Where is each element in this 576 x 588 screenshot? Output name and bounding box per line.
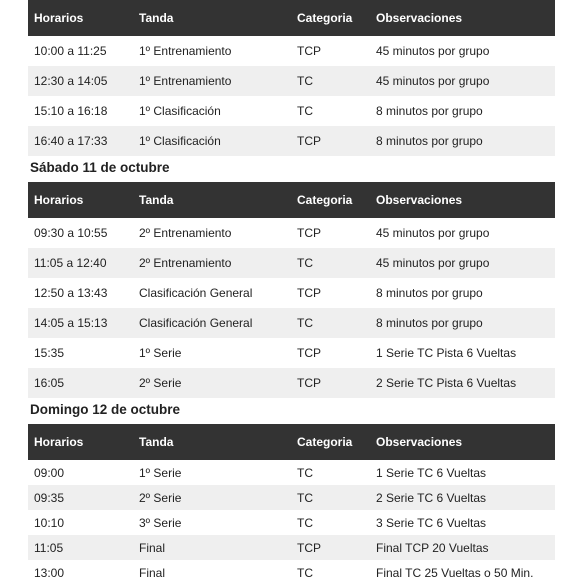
- cell-tanda: 1º Entrenamiento: [133, 66, 291, 96]
- cell-observaciones: Final TCP 20 Vueltas: [370, 535, 555, 560]
- header-tanda: Tanda: [133, 182, 291, 218]
- cell-categoria: TCP: [291, 535, 370, 560]
- cell-observaciones: 8 minutos por grupo: [370, 126, 555, 156]
- table-row: [28, 96, 555, 126]
- cell-categoria: TCP: [297, 346, 321, 360]
- cell-observaciones: 2 Serie TC 6 Vueltas: [370, 485, 555, 510]
- cell-tanda: 2º Serie: [133, 368, 291, 398]
- header-tanda: Tanda: [133, 424, 291, 460]
- cell-tanda: 1º Entrenamiento: [139, 44, 232, 58]
- cell-categoria: TC: [291, 308, 370, 338]
- cell-tanda: Final: [139, 565, 166, 580]
- table-row: [28, 485, 555, 510]
- cell-categoria: TCP: [297, 44, 321, 58]
- day-heading-sunday: Domingo 12 de octubre: [30, 402, 181, 417]
- table-header-row: [28, 182, 555, 218]
- table-row: [28, 560, 555, 585]
- cell-horario: 10:00 a 11:25: [34, 44, 107, 58]
- cell-horario: 12:30 a 14:05: [28, 66, 133, 96]
- table-row: [28, 126, 555, 156]
- cell-horario: 16:05: [28, 368, 133, 398]
- header-observaciones: Observaciones: [370, 0, 555, 36]
- header-categoria: Categoria: [291, 182, 370, 218]
- schedule-table-friday: [28, 0, 555, 156]
- cell-tanda: Clasificación General: [133, 308, 291, 338]
- header-observaciones: Observaciones: [370, 424, 555, 460]
- table-row: [28, 278, 555, 308]
- cell-observaciones: Final TC 25 Vueltas o 50 Min.: [376, 565, 534, 580]
- day-heading-saturday: Sábado 11 de octubre: [30, 160, 170, 175]
- cell-tanda: 2º Entrenamiento: [133, 248, 291, 278]
- cell-observaciones: 45 minutos por grupo: [370, 66, 555, 96]
- cell-horario: 15:10 a 16:18: [34, 104, 108, 118]
- cell-observaciones: 1 Serie TC 6 Vueltas: [376, 465, 487, 480]
- cell-observaciones: 45 minutos por grupo: [376, 226, 490, 240]
- cell-tanda: 1º Clasificación: [133, 126, 291, 156]
- cell-categoria: TC: [297, 465, 313, 480]
- cell-observaciones: 1 Serie TC Pista 6 Vueltas: [376, 346, 517, 360]
- cell-horario: 11:05 a 12:40: [28, 248, 133, 278]
- cell-categoria: TCP: [291, 368, 370, 398]
- table-row: [28, 368, 555, 398]
- cell-categoria: TC: [297, 104, 313, 118]
- table-row: [28, 66, 555, 96]
- table-row: [28, 218, 555, 248]
- cell-categoria: TC: [291, 485, 370, 510]
- table-row: [28, 338, 555, 368]
- cell-tanda: Final: [133, 535, 291, 560]
- cell-horario: 10:10: [34, 515, 65, 530]
- cell-observaciones: 45 minutos por grupo: [376, 44, 490, 58]
- cell-categoria: TCP: [291, 126, 370, 156]
- cell-observaciones: 8 minutos por grupo: [376, 104, 483, 118]
- header-categoria: Categoria: [291, 424, 370, 460]
- cell-tanda: 1º Serie: [139, 346, 182, 360]
- header-horarios: Horarios: [28, 182, 133, 218]
- cell-tanda: 2º Entrenamiento: [139, 226, 232, 240]
- cell-observaciones: 3 Serie TC 6 Vueltas: [376, 515, 487, 530]
- cell-tanda: 1º Clasificación: [139, 104, 221, 118]
- cell-horario: 15:35: [34, 346, 65, 360]
- header-horarios: Horarios: [28, 424, 133, 460]
- cell-categoria: TC: [297, 515, 313, 530]
- table-header-row: [28, 424, 555, 460]
- table-row: [28, 248, 555, 278]
- cell-horario: 12:50 a 13:43: [34, 286, 108, 300]
- cell-tanda: 2º Serie: [133, 485, 291, 510]
- cell-horario: 09:00: [34, 465, 65, 480]
- header-categoria: Categoria: [291, 0, 370, 36]
- cell-observaciones: 45 minutos por grupo: [370, 248, 555, 278]
- schedule-table-saturday: [28, 182, 555, 398]
- cell-horario: 13:00: [34, 565, 65, 580]
- cell-categoria: TCP: [297, 286, 321, 300]
- header-observaciones: Observaciones: [370, 182, 555, 218]
- cell-horario: 11:05: [28, 535, 133, 560]
- cell-horario: 09:35: [28, 485, 133, 510]
- cell-observaciones: 2 Serie TC Pista 6 Vueltas: [370, 368, 555, 398]
- header-horarios: Horarios: [28, 0, 133, 36]
- cell-horario: 16:40 a 17:33: [28, 126, 133, 156]
- cell-categoria: TC: [291, 66, 370, 96]
- cell-observaciones: 8 minutos por grupo: [370, 308, 555, 338]
- header-tanda: Tanda: [133, 0, 291, 36]
- cell-tanda: 3º Serie: [139, 515, 182, 530]
- table-row: [28, 36, 555, 66]
- table-row: [28, 308, 555, 338]
- table-row: [28, 510, 555, 535]
- cell-categoria: TC: [291, 248, 370, 278]
- table-header-row: [28, 0, 555, 36]
- cell-categoria: TC: [297, 565, 313, 580]
- cell-tanda: 1º Serie: [139, 465, 182, 480]
- cell-categoria: TCP: [297, 226, 321, 240]
- cell-horario: 14:05 a 15:13: [28, 308, 133, 338]
- table-row: [28, 460, 555, 485]
- cell-horario: 09:30 a 10:55: [34, 226, 108, 240]
- table-row: [28, 535, 555, 560]
- cell-tanda: Clasificación General: [139, 286, 253, 300]
- cell-observaciones: 8 minutos por grupo: [376, 286, 483, 300]
- schedule-table-sunday: [28, 424, 555, 585]
